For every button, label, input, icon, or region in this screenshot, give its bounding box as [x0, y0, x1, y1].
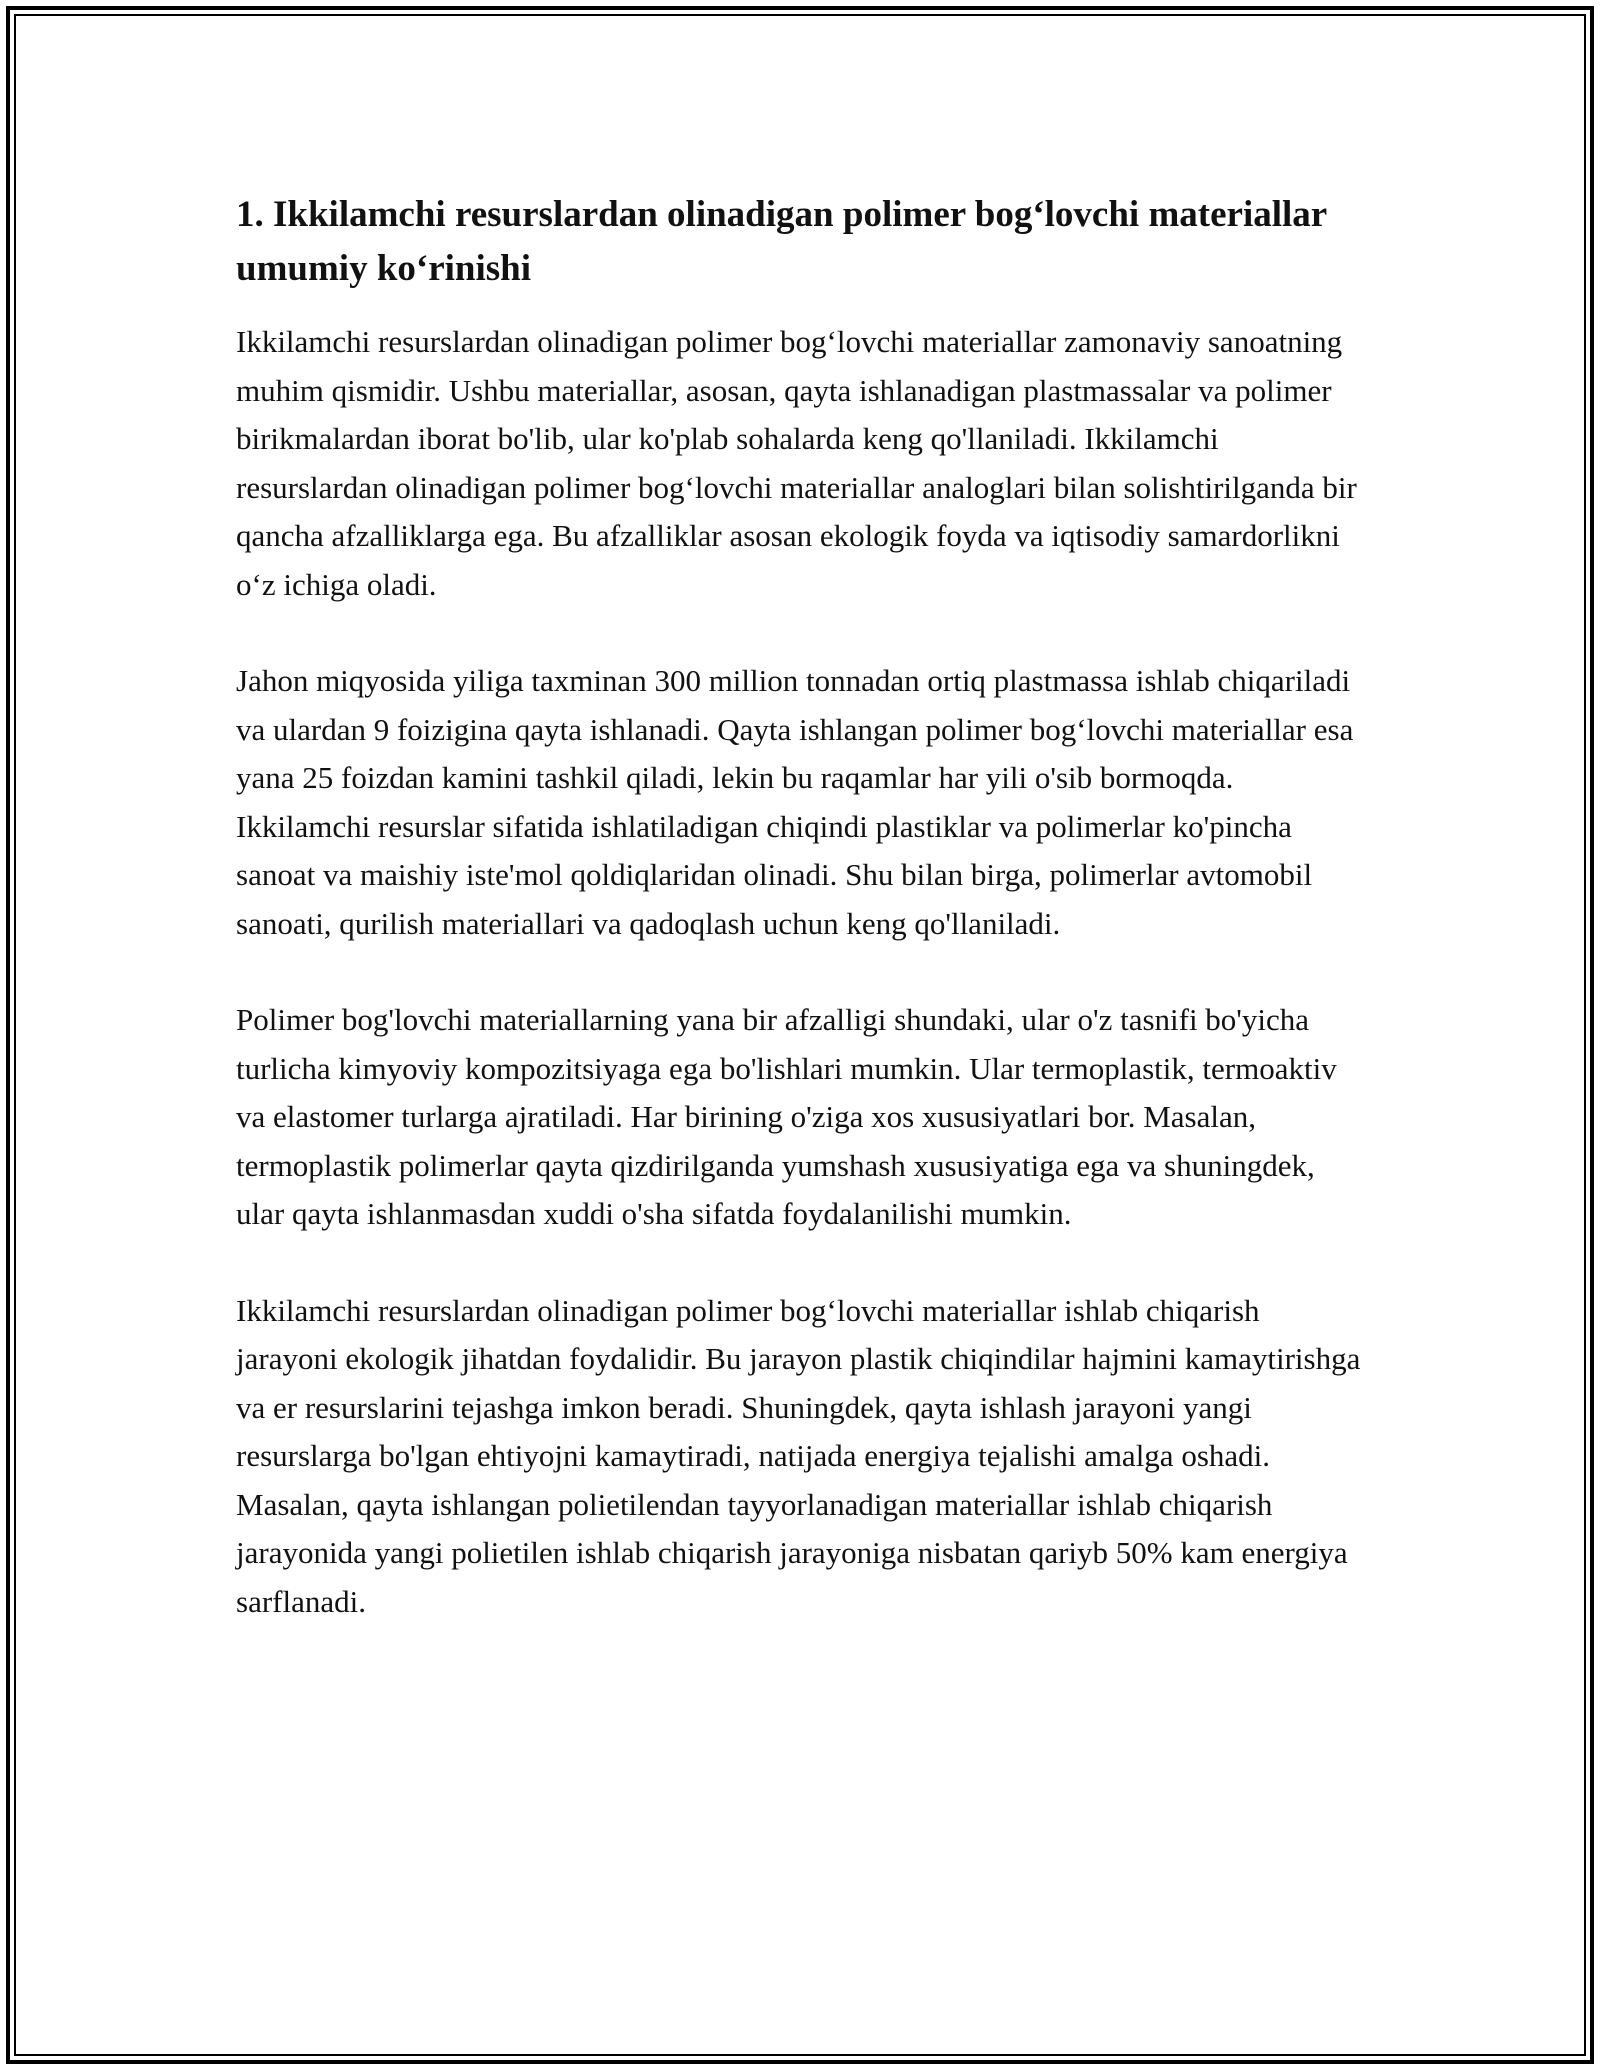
document-body [236, 188, 1366, 1674]
paragraph-1: Ikkilamchi resurslardan olinadigan polimer bog‘lovchi materiallar zamonaviy sanoatning muhim qismidir. Ushbu materiallar, asosan, qayta ishlanadigan plastmassalar va polimer birikmalardan iborat bo'lib, ular ko'plab sohalarda keng qo'llaniladi. Ikkilamchi resurslardan olinadigan polimer bog‘lovchi materiallar analoglari bilan solishtirilganda bir qancha afzalliklarga ega. Bu afzalliklar asosan ekologik foyda va iqtisodiy samardorlikni o‘z ichiga oladi. [236, 324, 1357, 602]
paragraph-2: Jahon miqyosida yiliga taxminan 300 million tonnadan ortiq plastmassa ishlab chiqariladi va ulardan 9 foizigina qayta ishlanadi. Qayta ishlangan polimer bog‘lovchi materiallar esa yana 25 foizdan kamini tashkil qiladi, lekin bu raqamlar har yili o'sib bormoqda. Ikkilamchi resurslar sifatida ishlatiladigan chiqindi plastiklar va polimerlar ko'pincha sanoat va maishiy iste'mol qoldiqlaridan olinadi. Shu bilan birga, polimerlar avtomobil sanoati, qurilish materiallari va qadoqlash uchun keng qo'llaniladi. [236, 663, 1354, 941]
section-heading: 1. Ikkilamchi resurslardan olinadigan polimer bog‘lovchi materiallar umumiy ko‘rinishi [236, 194, 1327, 289]
paragraph-3: Polimer bog'lovchi materiallarning yana bir afzalligi shundaki, ular o'z tasnifi bo'yicha turlicha kimyoviy kompozitsiyaga ega bo'lishlari mumkin. Ular termoplastik, termoaktiv va elastomer turlarga ajratiladi. Har birining o'ziga xos xususiyatlari bor. Masalan, termoplastik polimerlar qayta qizdirilganda yumshash xususiyatiga ega va shuningdek, ular qayta ishlanmasdan xuddi o'sha sifatda foydalanilishi mumkin. [236, 1002, 1337, 1231]
paragraph-4: Ikkilamchi resurslardan olinadigan polimer bog‘lovchi materiallar ishlab chiqarish jarayoni ekologik jihatdan foydalidir. Bu jarayon plastik chiqindilar hajmini kamaytirishga va er resurslarini tejashga imkon beradi. Shuningdek, qayta ishlash jarayoni yangi resurslarga bo'lgan ehtiyojni kamaytiradi, natijada energiya tejalishi amalga oshadi. Masalan, qayta ishlangan polietilendan tayyorlanadigan materiallar ishlab chiqarish jarayonida yangi polietilen ishlab chiqarish jarayoniga nisbatan qariyb 50% kam energiya sarflanadi. [236, 1292, 1361, 1619]
